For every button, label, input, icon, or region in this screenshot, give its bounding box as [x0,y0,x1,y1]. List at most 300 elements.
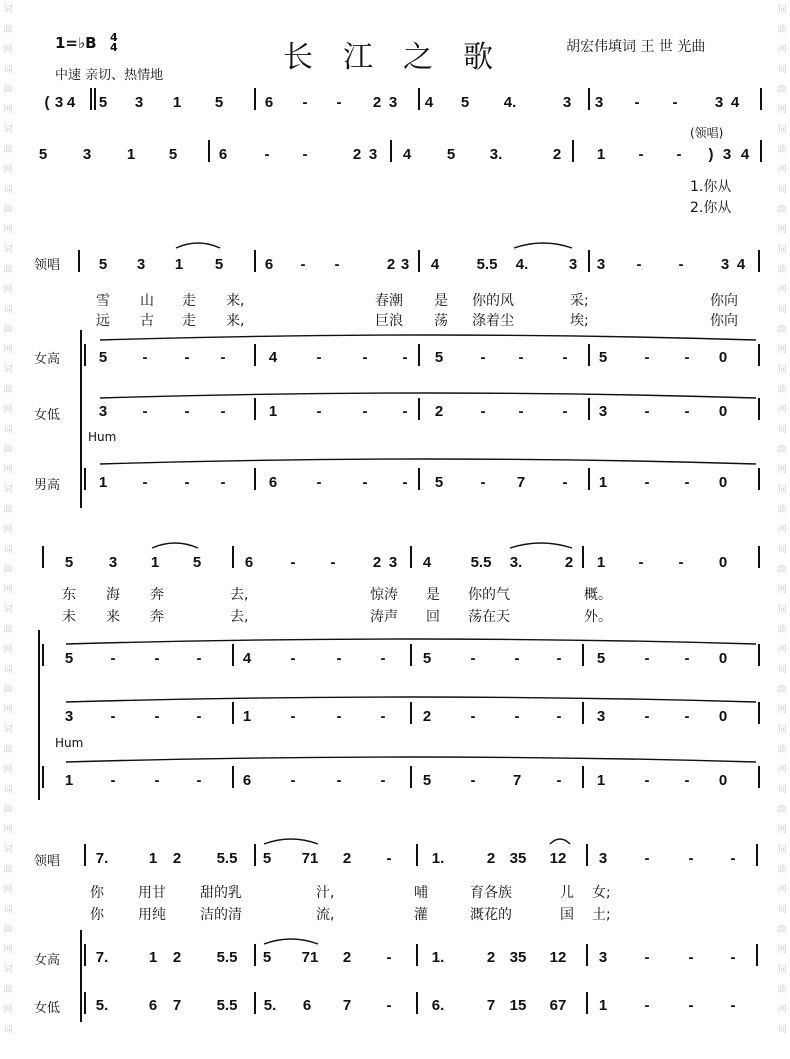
lyric-verse-2: 流, [316,907,335,923]
intro-note: 5 [98,94,108,111]
lyric-verse-1: 用甘 [138,885,166,901]
tenor-note: 7 [516,474,526,491]
soprano-note: 0 [718,650,728,667]
lead-note: 3 [388,554,398,571]
alto-note: 3 [98,403,108,420]
lead-note: - [688,850,694,867]
intro-note: - [336,94,342,111]
watermark-char: 曲 [3,145,13,155]
tenor-note: - [290,772,296,789]
lyric-verse-1: 汁, [316,885,335,901]
alto-note: 2 [422,708,432,725]
lyric-verse-1: 你向 [710,293,738,309]
lyric-verse-1: 采; [570,293,589,309]
lead-note: 6 [264,256,274,273]
tempo-marking: 中速 亲切、热情地 [55,68,164,83]
watermark-char: 曲 [3,745,13,755]
watermark-char: 词 [777,425,787,435]
lyric-verse-1: 春潮 [375,293,403,309]
lyric-verse-1: 来, [226,293,245,309]
alto-note: - [362,403,368,420]
intro-note: 6 [264,94,274,111]
watermark-char: 网 [3,465,13,475]
watermark-char: 网 [777,585,787,595]
watermark-char: 词 [777,1025,787,1035]
soprano-note: 7. [95,949,109,966]
lead-note: 4 [430,256,440,273]
lead-note: 5 [262,850,272,867]
intro-note: 1 [596,146,606,163]
watermark-char: 词 [3,5,13,15]
alto-note: - [644,997,650,1014]
lead-note: 5 [214,256,224,273]
lead-note: 3. [509,554,523,571]
tenor-note: 1 [598,474,608,491]
soprano-note: - [480,349,486,366]
alto-note: 7 [486,997,496,1014]
watermark-char: 曲 [3,805,13,815]
lyric-verse-2: 远 [96,313,110,329]
lead-note: 3 [400,256,410,273]
watermark-char: 曲 [3,865,13,875]
lyric-verse-2: 来, [226,313,245,329]
lyric-verse-1: 雪 [96,293,110,309]
soprano-note: 2 [486,949,496,966]
intro-note: - [302,94,308,111]
tenor-note: 0 [718,474,728,491]
watermark-char: 网 [777,885,787,895]
intro-note: 3. [489,146,503,163]
slur [264,839,318,844]
soprano-note: 4 [242,650,252,667]
watermark-char: 网 [3,285,13,295]
watermark-char: 曲 [3,685,13,695]
alto-note: - [556,708,562,725]
tenor-note: - [380,772,386,789]
slur [514,243,572,248]
alto-note: 15 [509,997,527,1014]
alto-note: 6. [431,997,445,1014]
watermark-char: 网 [777,225,787,235]
alto-note: 6 [302,997,312,1014]
lyric-verse-2: 外。 [584,609,612,625]
intro-note: ) [708,146,714,163]
alto-note: 67 [549,997,567,1014]
watermark-char: 词 [3,785,13,795]
intro-note: 5 [168,146,178,163]
lyric-verse-2: 来 [106,609,120,625]
lyric-verse-1: 惊涛 [370,587,398,603]
lead-note: 4. [515,256,529,273]
lead-note: 5.5 [470,554,492,571]
lyric-verse-2: 未 [62,609,76,625]
watermark-char: 曲 [3,25,13,35]
lead-note: 1 [148,850,158,867]
lead-note: 2 [486,850,496,867]
watermark-char: 曲 [777,685,787,695]
alto-note: - [220,403,226,420]
watermark-char: 词 [3,65,13,75]
alto-note: 5. [263,997,277,1014]
intro-note: 4 [740,146,750,163]
tenor-note: - [480,474,486,491]
intro-note: 4 [402,146,412,163]
lyric-verse-2: 土; [592,907,611,923]
intro-note: 4 [424,94,434,111]
soprano-note: - [336,650,342,667]
tenor-note: - [184,474,190,491]
lead-note: - [290,554,296,571]
watermark-char: 网 [3,705,13,715]
lyric-verse-2: 你向 [710,313,738,329]
lyric-verse-1: 概。 [584,587,612,603]
slur [550,839,570,844]
slur [176,243,220,248]
intro-note: 4. [503,94,517,111]
intro-note: - [638,146,644,163]
alto-note: 5. [95,997,109,1014]
watermark-char: 网 [3,825,13,835]
tenor-note: - [684,772,690,789]
watermark-char: 曲 [777,925,787,935]
lyric-verse-2: 国 [560,907,574,923]
lyric-verse-2: 走 [182,313,196,329]
lyric-verse-1: 海 [106,587,120,603]
hum-label: Hum [88,430,117,444]
soprano-note: 5.5 [216,949,238,966]
lyric-verse-2: 你 [90,907,104,923]
watermark-char: 曲 [777,865,787,875]
watermark-char: 网 [777,465,787,475]
lyric-verse-1: 山 [140,293,154,309]
alto-note: - [480,403,486,420]
watermark-char: 曲 [777,325,787,335]
watermark-char: 网 [777,45,787,55]
tenor-note: 1 [98,474,108,491]
alto-note: 7 [172,997,182,1014]
lyric-verse-2: 去, [230,609,249,625]
alto-note: - [380,708,386,725]
watermark-char: 词 [3,305,13,315]
alto-note: 1 [242,708,252,725]
watermark-char: 词 [3,425,13,435]
intro-note: - [264,146,270,163]
lyric-verse-1: 你的风 [472,293,514,309]
watermark-char: 网 [777,525,787,535]
intro-note: 3 [388,94,398,111]
watermark-char: 词 [777,185,787,195]
watermark-char: 网 [3,345,13,355]
watermark-char: 曲 [3,265,13,275]
soprano-note: - [470,650,476,667]
watermark-char: 网 [3,885,13,895]
soprano-note: - [142,349,148,366]
watermark-char: 词 [777,245,787,255]
intro-note: 3 [562,94,572,111]
lyric-verse-1: 儿 [560,885,574,901]
tenor-note: - [644,474,650,491]
watermark-char: 词 [3,365,13,375]
alto-note: - [336,708,342,725]
watermark-char: 词 [3,1025,13,1035]
soprano-note: - [730,949,736,966]
watermark-char: 曲 [777,565,787,575]
soprano-note: - [684,349,690,366]
lead-note: - [730,850,736,867]
alto-note: - [184,403,190,420]
intro-note: 5 [38,146,48,163]
hum-label-2: Hum [55,736,84,750]
lead-note: 2 [342,850,352,867]
soprano-note: - [386,949,392,966]
watermark-char: 曲 [3,325,13,335]
lyric-verse-1: 育各族 [470,885,512,901]
intro-note: - [634,94,640,111]
soprano-note: - [644,349,650,366]
soprano-note: - [402,349,408,366]
lead-note: 1. [431,850,445,867]
alto-note: - [514,708,520,725]
watermark-char: 曲 [777,505,787,515]
alto-note: - [470,708,476,725]
soprano-note: - [316,349,322,366]
soprano-note: 5 [64,650,74,667]
soprano-note: 3 [598,949,608,966]
watermark-char: 词 [777,605,787,615]
soprano-note: - [644,650,650,667]
lyric-verse-1: 你的气 [468,587,510,603]
tenor-note: 1 [596,772,606,789]
intro-note: 5 [214,94,224,111]
soprano-note: - [688,949,694,966]
lyric-verse-2: 涛声 [370,609,398,625]
watermark-char: 词 [777,125,787,135]
alto-note: - [562,403,568,420]
time-signature: 4 4 [110,31,118,54]
watermark-char: 词 [777,305,787,315]
alto-note: 3 [596,708,606,725]
watermark-char: 网 [3,945,13,955]
tie [100,335,756,340]
soprano-note: 5 [598,349,608,366]
soprano-note: 1 [148,949,158,966]
lead-note: 2 [172,850,182,867]
watermark-char: 词 [777,545,787,555]
solo-mark: (领唱) [690,126,724,140]
intro-note: 3 [54,94,64,111]
alto-note: 3 [64,708,74,725]
lead-note: - [636,256,642,273]
lyric-verse-1: 女; [592,885,611,901]
soprano-note: 0 [718,349,728,366]
lyric-verse-2: 洁的清 [200,907,242,923]
intro-note: 3 [82,146,92,163]
watermark-char: 曲 [777,805,787,815]
tenor-note: - [110,772,116,789]
lead-note: 2 [372,554,382,571]
watermark-char: 词 [777,65,787,75]
lyric-verse-2: 涤着尘 [472,313,514,329]
watermark-char: 曲 [3,985,13,995]
slur [152,543,198,548]
tie [66,697,756,702]
song-title: 长江之歌 [283,40,523,75]
part-label-alto: 女低 [34,408,61,423]
watermark-char: 网 [777,165,787,175]
alto-note: - [110,708,116,725]
watermark-char: 词 [777,485,787,495]
alto-note: 6 [148,997,158,1014]
watermark-char: 曲 [777,85,787,95]
soprano-note: - [562,349,568,366]
alto-note: - [688,997,694,1014]
watermark-char: 词 [3,665,13,675]
soprano-note: 1. [431,949,445,966]
alto-note: 1 [268,403,278,420]
intro-note: 6 [218,146,228,163]
tenor-note: - [316,474,322,491]
watermark-char: 词 [3,605,13,615]
soprano-note: - [290,650,296,667]
soprano-note: 71 [301,949,319,966]
watermark-char: 词 [777,785,787,795]
watermark-char: 曲 [777,265,787,275]
lead-note: 3 [598,850,608,867]
watermark-char: 词 [777,725,787,735]
watermark-char: 词 [777,905,787,915]
watermark-char: 词 [3,905,13,915]
watermark-char: 曲 [777,445,787,455]
watermark-char: 网 [777,1005,787,1015]
slur [510,543,572,548]
soprano-note: - [184,349,190,366]
alto-note: - [316,403,322,420]
watermark-char: 词 [777,965,787,975]
verse-1-start: 1.你从 [690,179,732,195]
key-signature: 1=♭B [55,34,97,52]
intro-note: 2 [372,94,382,111]
lyric-verse-2: 溉花的 [470,907,512,923]
lead-note: - [644,850,650,867]
tenor-note: - [154,772,160,789]
part-label-soprano-3: 女高 [34,953,61,968]
watermark-char: 网 [777,705,787,715]
lyric-verse-2: 荡 [434,313,448,329]
lead-note: 5 [192,554,202,571]
tenor-note: 6 [268,474,278,491]
watermark-char: 曲 [777,145,787,155]
alto-note: - [644,708,650,725]
lyric-verse-1: 走 [182,293,196,309]
soprano-note: 5 [98,349,108,366]
lead-note: 71 [301,850,319,867]
alto-note: 2 [434,403,444,420]
soprano-note: 4 [268,349,278,366]
verse-2-start: 2.你从 [690,200,732,216]
intro-note: 2 [352,146,362,163]
alto-note: - [730,997,736,1014]
lead-note: 12 [549,850,567,867]
tenor-note: - [220,474,226,491]
tenor-note: 5 [422,772,432,789]
watermark-char: 曲 [777,25,787,35]
lead-note: 5 [64,554,74,571]
lyric-verse-2: 灌 [414,907,428,923]
lead-note: - [330,554,336,571]
lead-note: 35 [509,850,527,867]
lead-note: 1 [596,554,606,571]
lyric-verse-1: 东 [62,587,76,603]
soprano-note: 5 [596,650,606,667]
watermark-char: 词 [3,545,13,555]
lyric-verse-1: 是 [426,587,440,603]
lyric-verse-1: 是 [434,293,448,309]
watermark-char: 网 [3,645,13,655]
watermark-char: 词 [777,665,787,675]
watermark-char: 网 [3,225,13,235]
lead-note: 4 [736,256,746,273]
soprano-note: 5 [262,949,272,966]
watermark-char: 曲 [777,745,787,755]
watermark-char: 词 [3,725,13,735]
soprano-note: - [684,650,690,667]
lead-note: 3 [596,256,606,273]
lead-note: 3 [136,256,146,273]
lead-note: 7. [95,850,109,867]
alto-note: - [402,403,408,420]
soprano-note: - [196,650,202,667]
alto-note: 5.5 [216,997,238,1014]
tie [100,393,756,398]
tie [66,757,756,762]
lead-note: 0 [718,554,728,571]
tie [66,639,756,644]
soprano-note: - [518,349,524,366]
alto-note: 0 [718,403,728,420]
watermark-char: 曲 [3,85,13,95]
intro-note: 5 [446,146,456,163]
watermark-char: 词 [3,485,13,495]
watermark-char: 网 [777,345,787,355]
watermark-char: 词 [777,845,787,855]
alto-note: 7 [342,997,352,1014]
soprano-note: - [644,949,650,966]
tenor-note: 6 [242,772,252,789]
watermark-char: 网 [3,1005,13,1015]
watermark-char: 网 [777,285,787,295]
watermark-char: 词 [3,185,13,195]
lyric-verse-1: 奔 [150,587,164,603]
watermark-char: 词 [777,5,787,15]
watermark-char: 网 [777,105,787,115]
lead-note: 6 [244,554,254,571]
soprano-note: 2 [172,949,182,966]
watermark-char: 词 [3,125,13,135]
lead-note: 5.5 [216,850,238,867]
lyric-verse-1: 你 [90,885,104,901]
soprano-note: - [380,650,386,667]
alto-note: - [142,403,148,420]
watermark-char: 曲 [777,625,787,635]
watermark-char: 网 [3,45,13,55]
intro-note: 3 [134,94,144,111]
soprano-note: - [514,650,520,667]
watermark-char: 词 [3,845,13,855]
watermark-char: 词 [777,365,787,375]
watermark-char: 网 [3,765,13,775]
credits: 胡宏伟填词 王 世 光曲 [566,39,706,55]
alto-note: - [518,403,524,420]
